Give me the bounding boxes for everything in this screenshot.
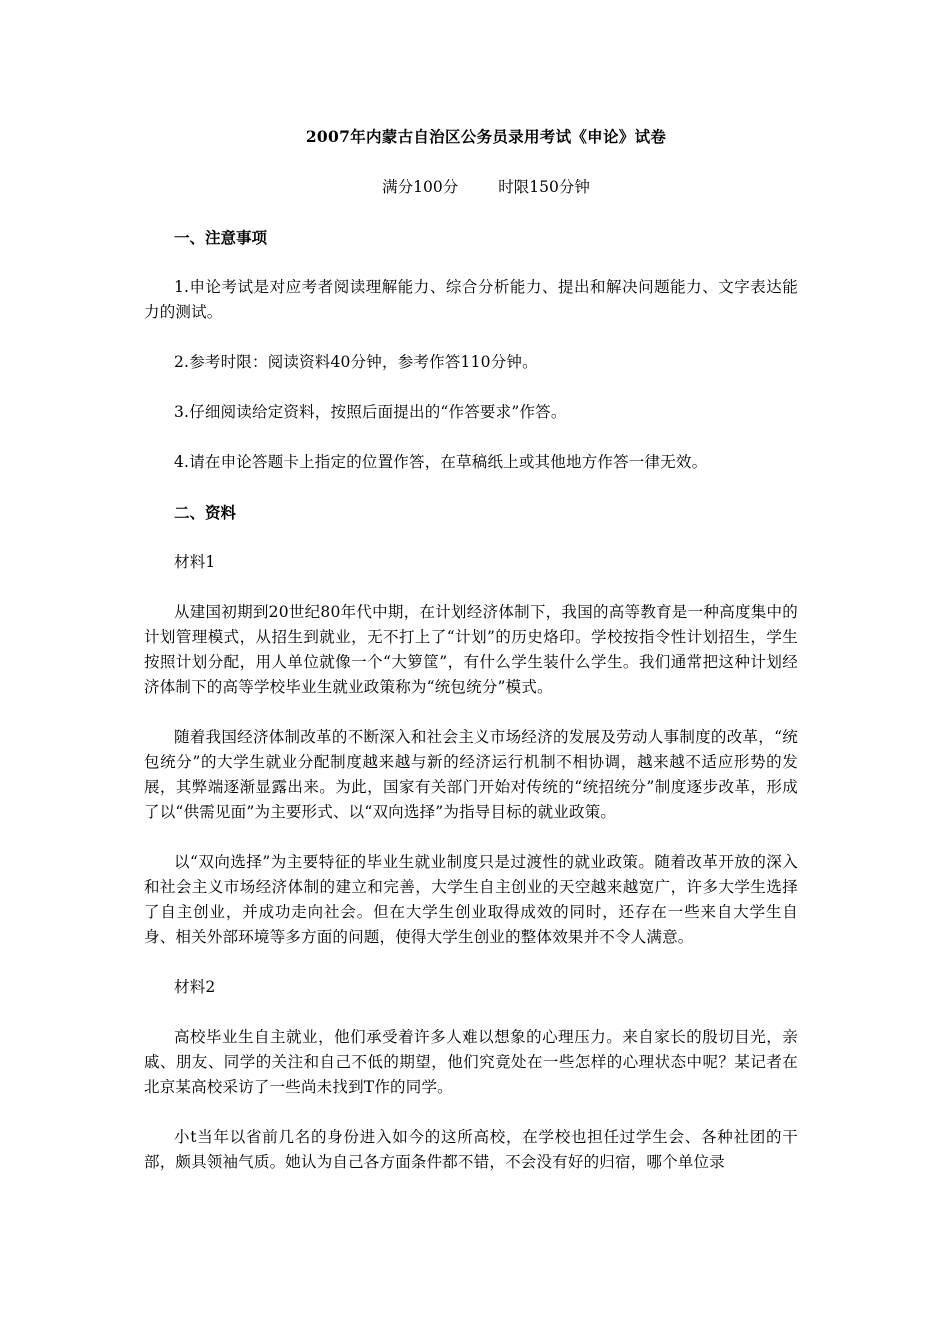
material-label: 材料2 (174, 978, 216, 996)
material-paragraph: 从建国初期到20世纪80年代中期，在计划经济体制下，我国的高等教育是一种高度集中的计划管理模式，从招生到就业，无不打上了“计划”的历史烙印。学校按指令性计划招生，学生按照计划分配，用人单位就像一个“大箩筐”，有什么学生装什么学生。我们通常把这种计划经济体制下的高等学校毕业生就业政策称为“统包统分”模式。 (144, 603, 798, 696)
document-page (144, 124, 798, 1200)
section-heading-notes: 一、注意事项 (174, 228, 268, 247)
material-paragraph: 随着我国经济体制改革的不断深入和社会主义市场经济的发展及劳动人事制度的改革，“统包统分”的大学生就业分配制度越来越与新的经济运行机制不相协调，越来越不适应形势的发展，其弊端逐渐显露出来。为此，国家有关部门开始对传统的“统招统分”制度逐步改革，形成了以“供需见面”为主要形式、以“双向选择”为指导目标的就业政策。 (144, 728, 798, 821)
exam-info (174, 175, 798, 200)
full-score: 满分100分 (382, 178, 459, 196)
material-label: 材料1 (174, 553, 216, 571)
material-paragraph: 以“双向选择”为主要特征的毕业生就业制度只是过渡性的就业政策。随着改革开放的深入和社会主义市场经济体制的建立和完善，大学生自主创业的天空越来越宽广，许多大学生选择了自主创业，并成功走向社会。但在大学生创业取得成效的同时，还存在一些来自大学生自身、相关外部环境等多方面的问题，使得大学生创业的整体效果并不令人满意。 (144, 853, 798, 946)
section-heading-materials: 二、资料 (174, 503, 237, 522)
note-item: 4.请在申论答题卡上指定的位置作答，在草稿纸上或其他地方作答一律无效。 (174, 453, 708, 471)
time-limit: 时限150分钟 (498, 178, 590, 196)
note-item: 2.参考时限：阅读资料40分钟，参考作答110分钟。 (174, 353, 538, 371)
note-item: 1.申论考试是对应考者阅读理解能力、综合分析能力、提出和解决问题能力、文字表达能力的测试。 (144, 278, 798, 321)
material-paragraph: 高校毕业生自主就业，他们承受着许多人难以想象的心理压力。来自家长的殷切目光，亲戚、朋友、同学的关注和自己不低的期望，他们究竟处在一些怎样的心理状态中呢？某记者在北京某高校采访了一些尚未找到T作的同学。 (144, 1028, 798, 1096)
note-item: 3.仔细阅读给定资料，按照后面提出的“作答要求”作答。 (174, 403, 567, 421)
material-paragraph: 小t当年以省前几名的身份进入如今的这所高校，在学校也担任过学生会、各种社团的干部，颇具领袖气质。她认为自己各方面条件都不错，不会没有好的归宿，哪个单位录 (144, 1128, 798, 1171)
document-title: 2007年内蒙古自治区公务员录用考试《申论》试卷 (305, 127, 667, 146)
